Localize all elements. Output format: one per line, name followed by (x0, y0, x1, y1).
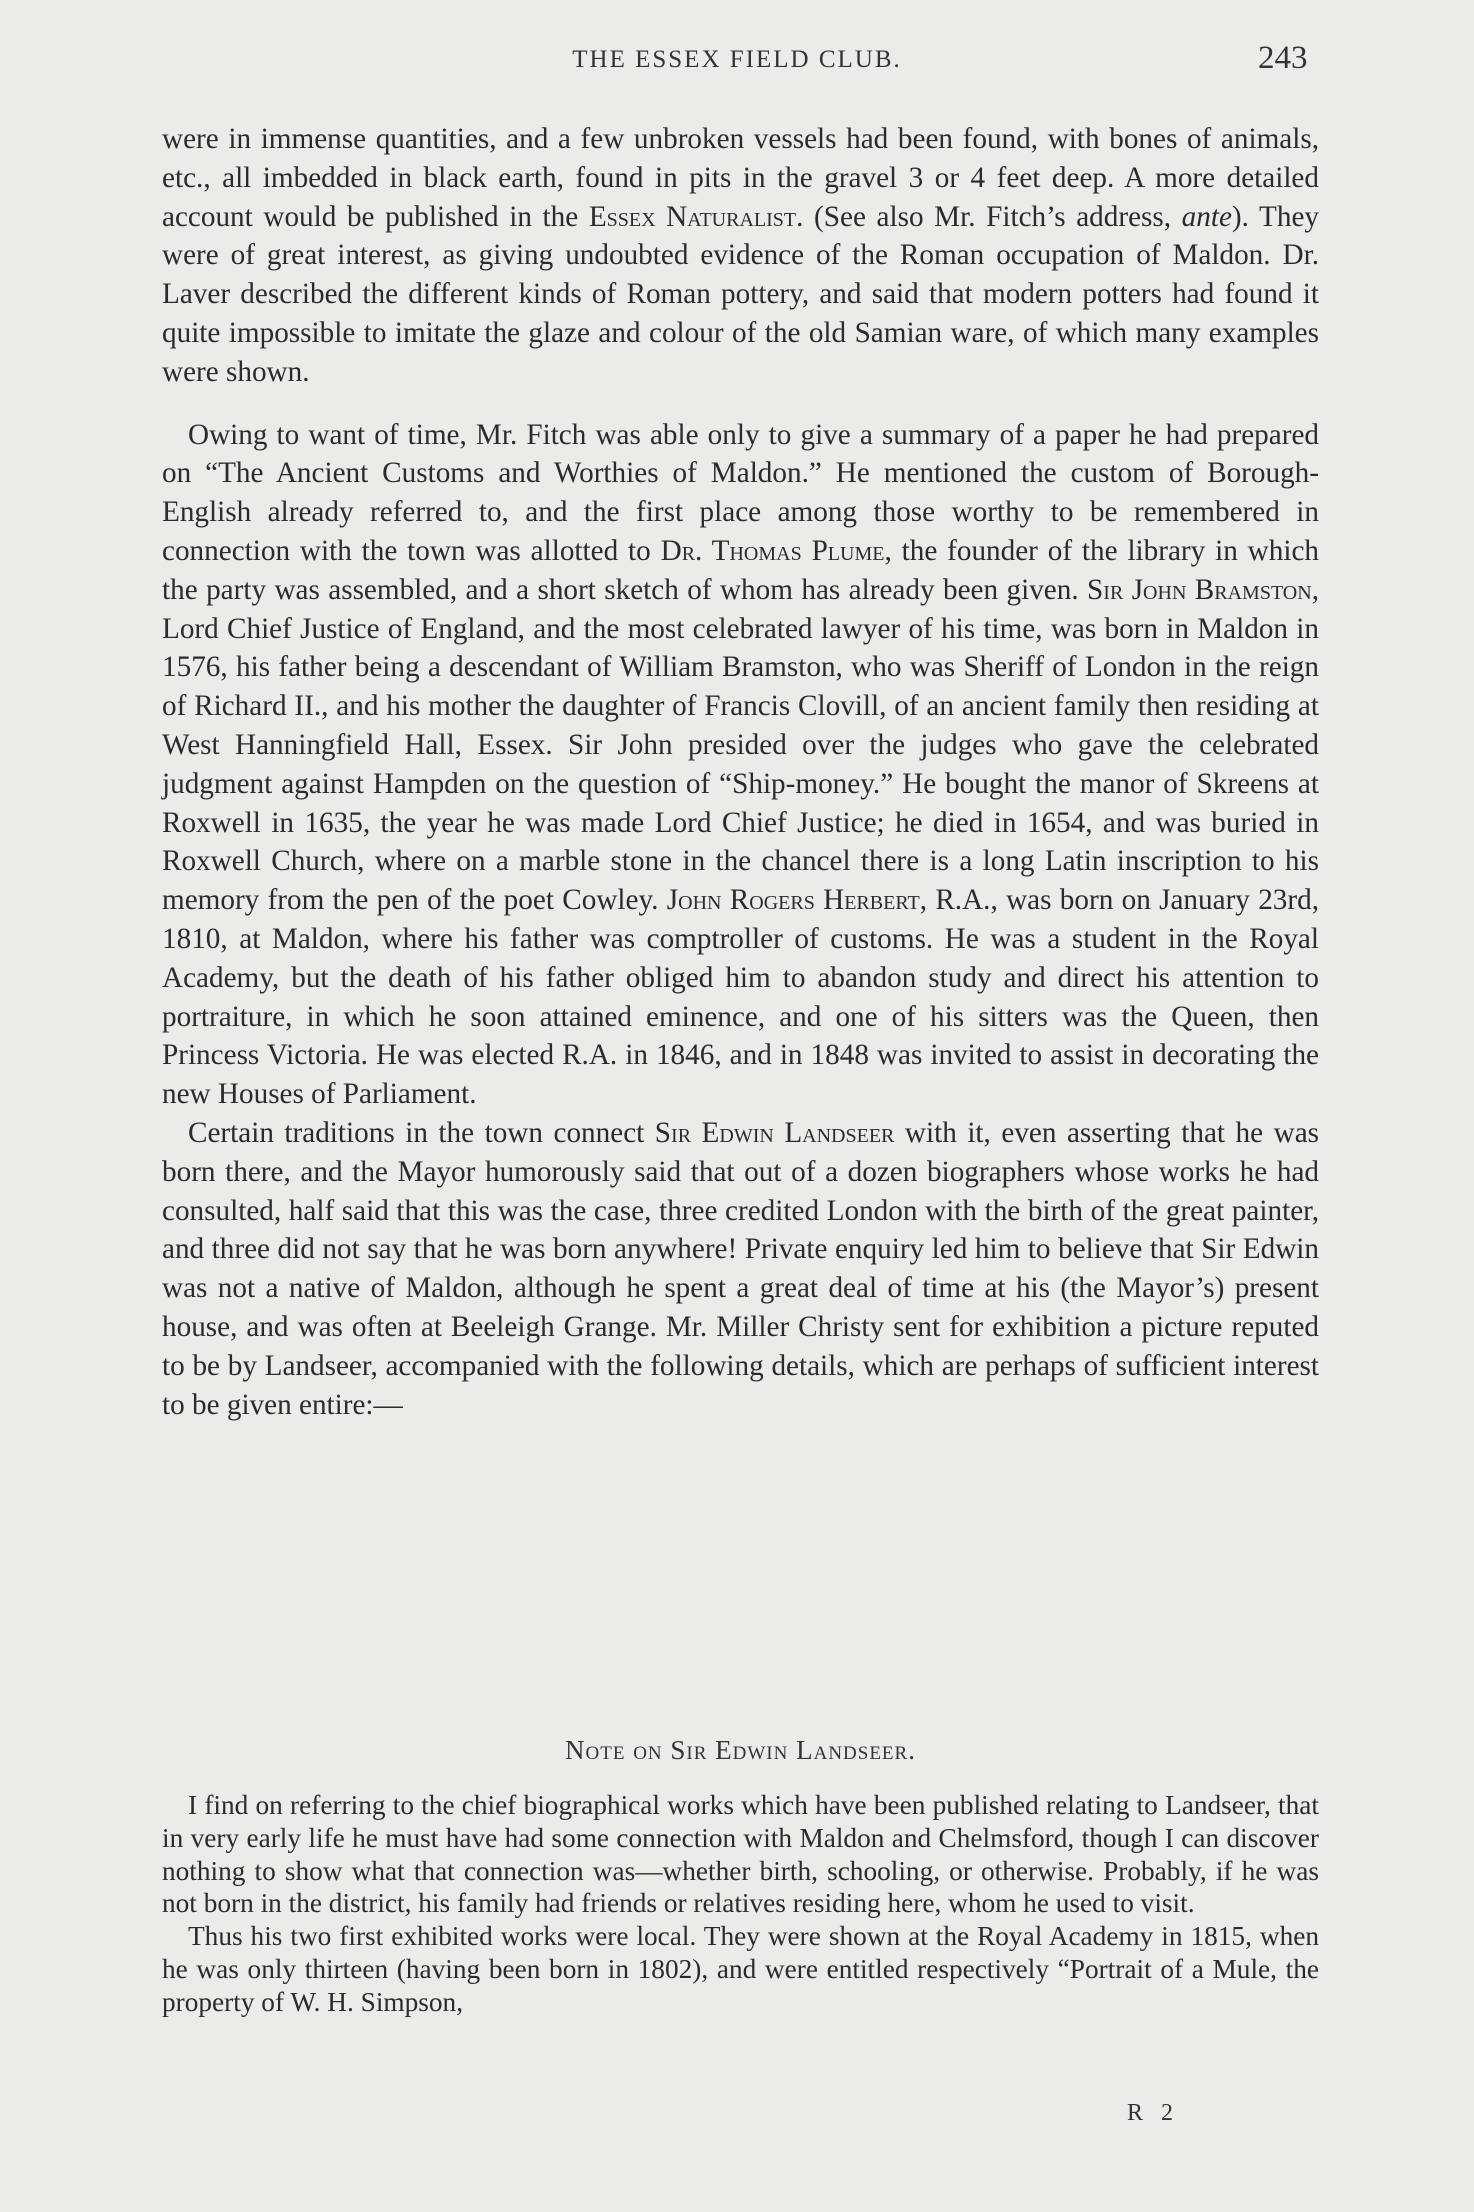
small-caps-name: Dr. Thomas Plume (660, 534, 885, 567)
paragraph-landseer-traditions (162, 1114, 1319, 1424)
paragraph-worthies-of-maldon (162, 416, 1319, 1114)
note-text (162, 1789, 1319, 2019)
running-head (0, 40, 1474, 90)
small-caps-name: Sir Edwin Landseer (654, 1116, 895, 1149)
note-paragraph-exhibited-works (162, 1920, 1319, 2018)
note-heading (162, 1735, 1319, 1766)
body-text (162, 120, 1319, 1424)
signature-mark: R 2 (1127, 2100, 1180, 2126)
note-paragraph-biographical (162, 1789, 1319, 1920)
note-heading-text: Note on Sir Edwin Landseer. (565, 1735, 916, 1765)
running-title: THE ESSEX FIELD CLUB. (572, 46, 902, 73)
small-caps-name: Essex Naturalist (588, 200, 797, 233)
text-run: Thus his two first exhibited works were local. They were shown at the Royal Academy in 1815, when he was only thirteen (having been born in 1802), and were entitled respectively “Portrait of a Mule, the property of W. H. Simpson, (162, 1921, 1319, 2017)
paragraph-roman-pottery (162, 120, 1319, 392)
italic-text: ante (1181, 200, 1232, 233)
text-run: were in immense quantities, and a few unbroken vessels had been found, with bones of animals, etc., all imbedded in black earth, found in pits in the gravel 3 or 4 feet deep. A more detailed account would be published in the (162, 123, 1319, 233)
text-run: Certain traditions in the town connect (188, 1116, 655, 1149)
text-run: . (See also Mr. Fitch’s address, (796, 200, 1182, 233)
text-run: with it, even asserting that he was born there, and the Mayor humorously said that out of a dozen biographers whose works he had consulted, half said that this was the case, three credited London with the birth of the great painter, and three did not say that he was born anywhere! Private enquiry led him to believe that Sir Edwin was not a native of Maldon, although he spent a great deal of time at his (the Mayor’s) present house, and was often at Beeleigh Grange. Mr. Miller Christy sent for exhibition a picture reputed to be by Landseer, accompanied with the following details, which are perhaps of sufficient interest to be given entire:— (162, 1116, 1320, 1421)
text-run: ). They were of great interest, as giving undoubted evidence of the Roman occupation of Maldon. Dr. Laver described the different kinds of Roman pottery, and said that modern potters had found it quite impossible to imitate the glaze and colour of the old Samian ware, of which many examples were shown. (162, 200, 1319, 388)
text-run: , R.A., was born on January 23rd, 1810, at Maldon, where his father was comptroller of customs. He was a student in the Royal Academy, but the death of his father obliged him to abandon study and direct his attention to portraiture, in which he soon attained eminence, and one of his sitters was the Queen, then Princess Victoria. He was elected R.A. in 1846, and in 1848 was invited to assist in decorating the new Houses of Parliament. (162, 884, 1319, 1111)
page-number: 243 (1258, 40, 1308, 76)
small-caps-name: John Rogers Herbert (666, 884, 920, 917)
text-run: , Lord Chief Justice of England, and the most celebrated lawyer of his time, was born in Maldon in 1576, his father being a descendant of William Bramston, who was Sheriff of London in the reign of Richard II., and his mother the daughter of Francis Clovill, of an ancient family then residing at West Hanningfield Hall, Essex. Sir John presided over the judges who gave the celebrated judgment against Hampden on the question of “Ship-money.” He bought the manor of Skreens at Roxwell in 1635, the year he was made Lord Chief Justice; he died in 1654, and was buried in Roxwell Church, where on a marble stone in the chancel there is a long Latin inscription to his memory from the pen of the poet Cowley. (162, 573, 1319, 917)
text-run: , the founder of the library in which the party was assembled, and a short sketch of whom has already been given. (162, 534, 1319, 606)
text-run: I find on referring to the chief biographical works which have been published relating to Landseer, that in very early life he must have had some connection with Maldon and Chelmsford, though I can discover nothing to show what that connection was—whether birth, schooling, or otherwise. Probably, if he was not born in the district, his family had friends or relatives residing here, whom he used to visit. (162, 1790, 1319, 1919)
text-run: Owing to want of time, Mr. Fitch was able only to give a summary of a paper he had prepared on “The Ancient Customs and Worthies of Maldon.” He mentioned the custom of Borough-English already referred to, and the first place among those worthy to be remembered in connection with the town was allotted to (162, 418, 1319, 567)
small-caps-name: Sir John Bramston (1087, 573, 1312, 606)
